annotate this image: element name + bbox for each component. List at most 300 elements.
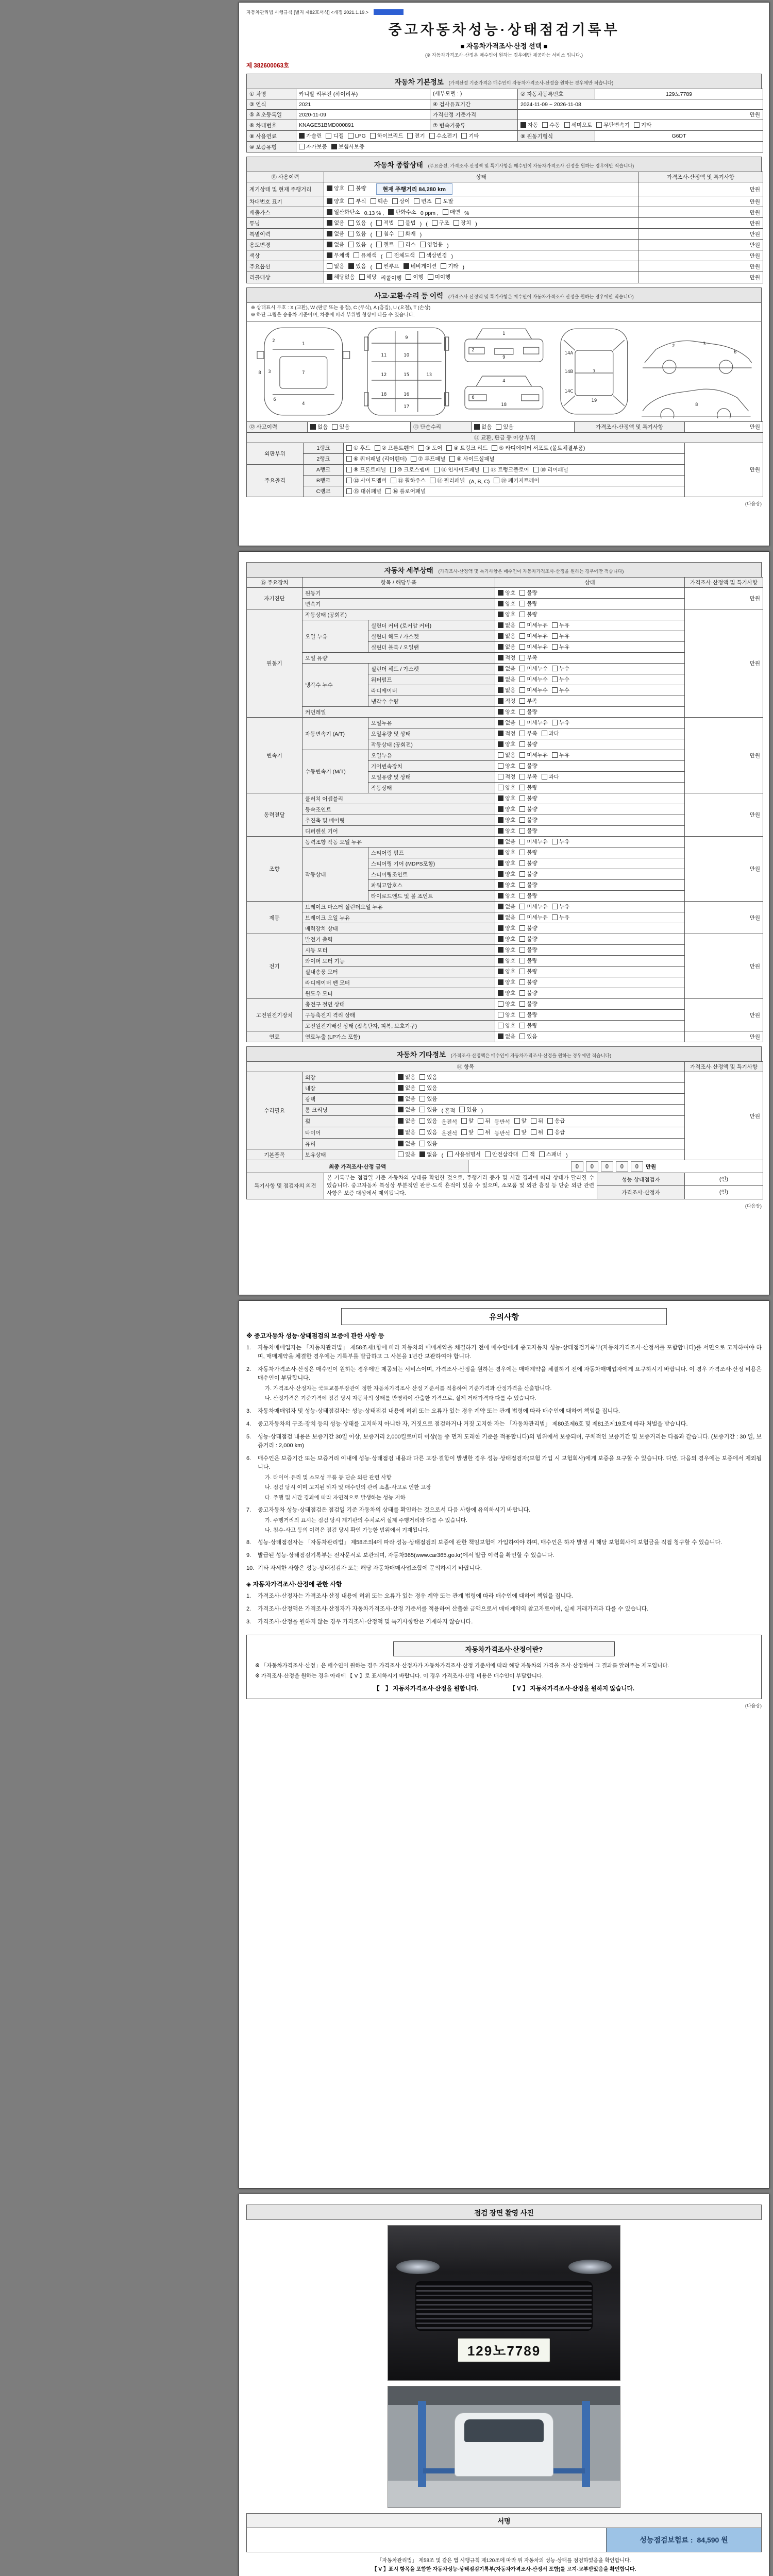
checkbox-불량[interactable] [519, 740, 537, 748]
checkbox-탄화수소[interactable] [388, 208, 416, 216]
checkbox-양호[interactable] [498, 708, 515, 716]
checkbox-불량[interactable] [519, 870, 537, 878]
checkbox-불량[interactable] [519, 935, 537, 943]
checkbox-무단변속기[interactable] [596, 121, 630, 129]
notice-item [246, 1551, 762, 1560]
checkbox-누유[interactable] [552, 903, 569, 910]
checkbox-label: ⑨ 프론트패널 [354, 466, 386, 473]
checks-cell [495, 1031, 685, 1042]
checkbox-box [498, 839, 503, 844]
checkbox-적정[interactable] [498, 730, 515, 737]
checkbox-구조[interactable] [432, 219, 449, 227]
checkbox-양호[interactable] [498, 989, 515, 997]
table-ranks [246, 432, 763, 497]
section-note: (가격산정 기준가격은 매수인이 자동차가격조사·산정을 원하는 경우에만 적습니다) [448, 80, 614, 86]
checkbox-양호[interactable] [498, 1022, 515, 1029]
checkbox-box [494, 478, 499, 483]
checkbox-누수[interactable] [552, 665, 569, 672]
checkbox-미세누유[interactable] [519, 632, 548, 640]
checkbox-부족[interactable] [519, 730, 537, 737]
checkbox-LPG[interactable] [348, 133, 366, 139]
checkbox-있음[interactable] [459, 1106, 477, 1113]
checkbox-없음[interactable] [327, 241, 344, 248]
checkbox-없음[interactable] [498, 838, 515, 845]
checkbox-있음[interactable] [419, 1128, 437, 1136]
checkbox-양호[interactable] [498, 784, 515, 791]
checkbox-양호[interactable] [498, 881, 515, 889]
checkbox-불량[interactable] [519, 794, 537, 802]
diagram-part-number: 14B [564, 368, 574, 374]
checkbox-해당[interactable] [359, 273, 377, 281]
checkbox-있음[interactable] [519, 1032, 537, 1040]
checkbox-box [310, 424, 316, 430]
checkbox-미세누유[interactable] [519, 751, 548, 759]
value-cell: 만원 [518, 110, 763, 120]
checkbox-⑪ 인사이드패널[interactable] [434, 466, 479, 473]
checkbox-box [419, 1074, 425, 1080]
checkbox-화재[interactable] [398, 230, 415, 238]
checkbox-label: 불량 [527, 806, 537, 812]
checkbox-없음[interactable] [498, 913, 515, 921]
checkbox-누유[interactable] [552, 621, 569, 629]
inline-text: ( [426, 221, 428, 228]
checkbox-없음[interactable] [498, 632, 515, 640]
checkbox-뒤[interactable] [478, 1117, 490, 1125]
checkbox-부족[interactable] [519, 654, 537, 662]
checkbox-전기[interactable] [407, 132, 425, 140]
checkbox-뒤[interactable] [531, 1117, 543, 1125]
checkbox-label: 불량 [527, 795, 537, 802]
checkbox-세미오토[interactable] [564, 121, 593, 129]
checkbox-box [370, 133, 376, 139]
checkbox-box [519, 947, 525, 953]
checkbox-없음[interactable] [327, 230, 344, 238]
checkbox-label: 불량 [527, 947, 537, 953]
checkbox-불량[interactable] [519, 600, 537, 607]
checkbox-응급[interactable] [547, 1128, 565, 1136]
checkbox-기타[interactable] [441, 262, 458, 270]
checkbox-label: 해당 [366, 274, 377, 281]
notice-text: 성능·상태점검자는 「자동차관리법」 제58조의4에 따라 성능·상태점검의 보증에 관한 책임보험에 가입하여야 하며, 매수인은 하자 발생 시 해당 보험회사에 보험금을 직접 청구할 수 있습니다. [258, 1539, 722, 1546]
checkbox-누수[interactable] [552, 675, 569, 683]
checkbox-있음[interactable] [348, 241, 366, 248]
label-cell: 실린더 헤드 / 가스켓 [368, 631, 495, 642]
checkbox-⑨ 프론트패널[interactable] [346, 466, 386, 473]
checkbox-있음[interactable] [419, 1084, 437, 1092]
checkbox-불량[interactable] [519, 611, 537, 618]
value-cell: 만원 [638, 272, 763, 283]
checkbox-양호[interactable] [498, 957, 515, 964]
checkbox-적정[interactable] [498, 697, 515, 705]
checkbox-없음[interactable] [398, 1106, 415, 1113]
checkbox-네비게이션[interactable] [404, 262, 437, 270]
checkbox-과다[interactable] [542, 730, 559, 737]
checkbox-미세누유[interactable] [519, 643, 548, 651]
checkbox-양호[interactable] [498, 794, 515, 802]
checkbox-불량[interactable] [519, 849, 537, 856]
checkbox-⑩ 크로스멤버[interactable] [390, 466, 430, 473]
checkbox-label: 응급 [554, 1118, 565, 1124]
checkbox-불량[interactable] [519, 708, 537, 716]
checkbox-가솔린[interactable] [299, 132, 322, 140]
checkbox-④ 트렁크 리드[interactable] [446, 444, 488, 452]
checkbox-보험사보증[interactable] [331, 143, 365, 150]
checkbox-label: 미세누유 [527, 914, 548, 921]
price-notes-heading: ◈ 자동차가격조사·산정에 관한 사항 [246, 1580, 342, 1588]
checkbox-누유[interactable] [552, 719, 569, 726]
checkbox-없음[interactable] [498, 719, 515, 726]
value-cell: 만원 [638, 229, 763, 240]
checkbox-label: ⑮ 대쉬패널 [354, 488, 381, 495]
checkbox-label: 양호 [505, 1012, 516, 1018]
checkbox-양호[interactable] [498, 924, 515, 932]
checkbox-있음[interactable] [348, 219, 366, 227]
checkbox-불량[interactable] [519, 1011, 537, 1019]
accident-history-table [246, 421, 762, 433]
label-cell: 커먼레일 [303, 707, 495, 718]
checkbox-양호[interactable] [498, 859, 515, 867]
checkbox-하이브리드[interactable] [370, 132, 404, 140]
checkbox-label: 미세누수 [527, 676, 548, 683]
checkbox-양호[interactable] [498, 946, 515, 954]
checkbox-앞[interactable] [514, 1117, 527, 1125]
checkbox-미세누수[interactable] [519, 675, 548, 683]
checkbox-label: 무채색 [334, 252, 350, 259]
checkbox-매연[interactable] [443, 208, 460, 216]
checkbox-label: ⑩ 크로스멤버 [397, 466, 430, 473]
checkbox-부족[interactable] [519, 697, 537, 705]
value-cell: 만원 [638, 240, 763, 250]
checkbox-자동[interactable] [520, 121, 538, 129]
checkbox-label: 불량 [527, 785, 537, 791]
checkbox-양호[interactable] [498, 740, 515, 748]
checkbox-뒤[interactable] [531, 1128, 543, 1136]
checkbox-앞[interactable] [461, 1117, 474, 1125]
checkbox-미세누유[interactable] [519, 913, 548, 921]
checkbox-응급[interactable] [547, 1117, 565, 1125]
checkbox-label: 누유 [559, 904, 570, 910]
checkbox-box [498, 731, 503, 736]
checkbox-없음[interactable] [419, 1150, 437, 1158]
checkbox-label: 없음 [334, 242, 345, 248]
checkbox-불량[interactable] [519, 881, 537, 889]
checkbox-불량[interactable] [519, 805, 537, 813]
checkbox-리스[interactable] [398, 241, 415, 248]
value-cell: 만원 [685, 1031, 763, 1042]
checkbox-box [519, 763, 525, 769]
checkbox-무채색[interactable] [327, 251, 349, 259]
checkbox-양호[interactable] [498, 935, 515, 943]
viewer-badge[interactable] [374, 9, 404, 15]
checkbox-box [519, 860, 525, 866]
checkbox-⑫ 사이드멤버[interactable] [346, 477, 386, 484]
checks-cell [495, 880, 685, 891]
checkbox-box [564, 122, 570, 128]
checkbox-침수[interactable] [376, 230, 394, 238]
checkbox-label: 썬루프 [383, 263, 399, 270]
checkbox-불량[interactable] [519, 1022, 537, 1029]
checkbox-불량[interactable] [519, 989, 537, 997]
label-cell: 작동상태 [303, 848, 368, 902]
checkbox-box [498, 633, 503, 639]
checkbox-불량[interactable] [519, 784, 537, 791]
checkbox-앞[interactable] [514, 1128, 527, 1136]
checkbox-누유[interactable] [552, 643, 569, 651]
checkbox-불량[interactable] [519, 892, 537, 900]
checkbox-없음[interactable] [498, 1032, 515, 1040]
checkbox-불량[interactable] [519, 827, 537, 835]
checkbox-이행[interactable] [406, 273, 423, 281]
signature-area[interactable] [247, 2528, 606, 2552]
checkbox-양호[interactable] [498, 600, 515, 607]
checkbox-없음[interactable] [327, 219, 344, 227]
checkbox-없음[interactable] [398, 1128, 415, 1136]
checkbox-label: 미세누유 [527, 633, 548, 639]
checkbox-미세누수[interactable] [519, 665, 548, 672]
checkbox-box [498, 687, 503, 693]
checkbox-불량[interactable] [519, 859, 537, 867]
checkbox-양호[interactable] [327, 184, 344, 192]
checkbox-box [348, 198, 354, 204]
checkbox-⑬ 휠하우스[interactable] [391, 477, 426, 484]
checkbox-없음[interactable] [398, 1073, 415, 1081]
checkbox-box [519, 850, 525, 855]
notes-heading: ※ 중고자동차 성능·상태점검의 보증에 관한 사항 등 [246, 1332, 384, 1340]
checkbox-box [552, 676, 558, 682]
checkbox-불량[interactable] [348, 184, 366, 192]
checkbox-양호[interactable] [327, 197, 344, 205]
checkbox-label: 불량 [527, 709, 537, 715]
checkbox-미세누유[interactable] [519, 903, 548, 910]
checkbox-불량[interactable] [519, 762, 537, 770]
checkbox-적정[interactable] [498, 773, 515, 781]
checkbox-미세누유[interactable] [519, 621, 548, 629]
checkbox-수동[interactable] [542, 121, 560, 129]
checkbox-label: 불량 [527, 979, 537, 986]
checkbox-label: 누유 [559, 839, 570, 845]
amount-digit-box: 0 [631, 1161, 643, 1172]
inline-text: ) [451, 253, 453, 260]
checkbox-없음[interactable] [398, 1140, 415, 1147]
value-cell: 129노7789 [595, 89, 763, 99]
checkbox-label: ⑥ 쿼터패널 (리어휀더) [354, 455, 407, 462]
checkbox-label: 불량 [527, 969, 537, 975]
checkbox-⑱ 리어패널[interactable] [533, 466, 568, 473]
checkbox-없음[interactable] [498, 665, 515, 672]
checkbox-⑥ 쿼터패널 (리어휀더)[interactable] [346, 455, 407, 463]
checkbox-적법[interactable] [376, 219, 394, 227]
checkbox-미이행[interactable] [428, 273, 450, 281]
checkbox-기타[interactable] [634, 121, 651, 129]
checkbox-일산화탄소[interactable] [327, 208, 360, 216]
checkbox-있음[interactable] [332, 423, 349, 431]
checkbox-훼손[interactable] [371, 197, 388, 205]
checkbox-기타[interactable] [461, 132, 479, 140]
checkbox-① 후드[interactable] [346, 444, 371, 452]
label-cell: 오일 누유 [303, 620, 368, 653]
checkbox-불량[interactable] [519, 968, 537, 975]
label-cell: 오일누유 [368, 750, 495, 761]
checkbox-불량[interactable] [519, 1000, 537, 1008]
checkbox-없음[interactable] [398, 1084, 415, 1092]
checkbox-썬루프[interactable] [376, 262, 399, 270]
checkbox-미세누유[interactable] [519, 719, 548, 726]
checkbox-장치[interactable] [453, 219, 471, 227]
checkbox-불량[interactable] [519, 957, 537, 964]
checkbox-양호[interactable] [498, 762, 515, 770]
checkbox-불량[interactable] [519, 978, 537, 986]
checkbox-label: 응급 [554, 1129, 565, 1136]
notice-text: 자동차매매업자 및 성능·상태점검자는 성능·상태점검 내용에 허위 또는 오류가 있는 경우 계약 또는 관계 법령에 따라 매수인에 대하여 책임을 집니다. [258, 1408, 620, 1414]
checkbox-⑦ 루프패널[interactable] [411, 455, 445, 463]
checkbox-box [552, 644, 558, 650]
checks-cell [495, 1010, 685, 1021]
checkbox-⑲ 패키지트레이[interactable] [494, 477, 539, 484]
document-header [246, 19, 762, 70]
checkbox-양호[interactable] [498, 968, 515, 975]
checkbox-유채색[interactable] [354, 251, 376, 259]
checkbox-양호[interactable] [498, 589, 515, 597]
checkbox-③ 도어[interactable] [418, 444, 443, 452]
checkbox-양호[interactable] [498, 816, 515, 824]
diagram-part-number: 2 [272, 337, 275, 343]
amount-digit-box: 0 [601, 1161, 613, 1172]
checkbox-label: 불량 [527, 1023, 537, 1029]
checkbox-없음[interactable] [498, 903, 515, 910]
checkbox-⑰ 트렁크플로어[interactable] [483, 466, 529, 473]
checkbox-잭[interactable] [523, 1150, 535, 1158]
checkbox-변조[interactable] [414, 197, 431, 205]
checkbox-양호[interactable] [498, 827, 515, 835]
checkbox-box [371, 198, 376, 204]
checkbox-적정[interactable] [498, 654, 515, 662]
checkbox-box [519, 882, 525, 888]
checkbox-렌트[interactable] [376, 241, 394, 248]
checkbox-누수[interactable] [552, 686, 569, 694]
checkbox-누유[interactable] [552, 838, 569, 845]
car-diagram-front-rear-view [458, 325, 550, 418]
checkbox-양호[interactable] [498, 978, 515, 986]
checkbox-사용설명서[interactable] [447, 1150, 481, 1158]
checkbox-스패너[interactable] [539, 1150, 562, 1158]
price-survey-option-yes[interactable]: 【 】 자동차가격조사·산정을 원합니다. [374, 1686, 479, 1692]
checkbox-미세누유[interactable] [519, 838, 548, 845]
checkbox-수소전기[interactable] [429, 132, 458, 140]
checkbox-⑭ 필러패널[interactable] [430, 477, 465, 484]
checkbox-없음[interactable] [498, 621, 515, 629]
checkbox-label: 없음 [505, 644, 516, 650]
checkbox-해당없음[interactable] [327, 273, 355, 281]
checkbox-없음[interactable] [498, 686, 515, 694]
checks-cell [495, 858, 685, 869]
checkbox-label: 무단변속기 [603, 122, 630, 129]
checkbox-부식[interactable] [348, 197, 366, 205]
checkbox-양호[interactable] [498, 1011, 515, 1019]
label-cell: 추진축 및 베어링 [303, 815, 495, 826]
checkbox-앞[interactable] [461, 1128, 474, 1136]
checkbox-없음[interactable] [327, 262, 344, 270]
checkbox-불량[interactable] [519, 946, 537, 954]
checkbox-없음[interactable] [310, 423, 328, 431]
checkbox-있음[interactable] [419, 1095, 437, 1103]
checkbox-없음[interactable] [498, 675, 515, 683]
checkbox-없음[interactable] [498, 751, 515, 759]
checkbox-있음[interactable] [419, 1140, 437, 1147]
checkbox-label: 불량 [527, 958, 537, 964]
label-cell: ③ 연식 [247, 99, 296, 110]
checkbox-⑧ 사이드실패널[interactable] [449, 455, 494, 463]
checkbox-label: 양호 [505, 969, 516, 975]
checkbox-있음[interactable] [348, 230, 366, 238]
checkbox-없음[interactable] [398, 1117, 415, 1125]
checkbox-있음[interactable] [496, 423, 513, 431]
checkbox-box [398, 231, 404, 236]
checkbox-⑤ 라디에이터 서포트 (볼트체결부품)[interactable] [492, 444, 585, 452]
checkbox-색상변경[interactable] [419, 251, 447, 259]
checkbox-있음[interactable] [419, 1073, 437, 1081]
price-survey-option-no[interactable]: 【 V 】 자동차가격조사·산정을 원하지 않습니다. [509, 1686, 634, 1692]
checkbox-디젤[interactable] [326, 132, 343, 140]
checkbox-⑯ 플로어패널[interactable] [385, 487, 426, 495]
checkbox-있음[interactable] [419, 1106, 437, 1113]
checkbox-불량[interactable] [519, 589, 537, 597]
diagram-part-number: 17 [404, 403, 409, 409]
inline-text: ( [441, 1153, 444, 1159]
checkbox-있음[interactable] [419, 1117, 437, 1125]
checkbox-전체도색[interactable] [386, 251, 415, 259]
checkbox-뒤[interactable] [478, 1128, 490, 1136]
checkbox-누유[interactable] [552, 751, 569, 759]
checkbox-불량[interactable] [519, 816, 537, 824]
checkbox-부족[interactable] [519, 773, 537, 781]
checkbox-양호[interactable] [498, 870, 515, 878]
checkbox-상이[interactable] [392, 197, 410, 205]
checkbox-양호[interactable] [498, 1000, 515, 1008]
checkbox-안전삼각대[interactable] [485, 1150, 518, 1158]
checkbox-있음[interactable] [398, 1150, 415, 1158]
checkbox-영업용[interactable] [420, 241, 443, 248]
checkbox-label: 양호 [505, 990, 516, 996]
notice-item [246, 1454, 762, 1502]
checkbox-불법[interactable] [398, 219, 415, 227]
checkbox-없음[interactable] [498, 643, 515, 651]
checkbox-있음[interactable] [348, 262, 366, 270]
inline-text: ) [419, 232, 422, 239]
checkbox-미세누수[interactable] [519, 686, 548, 694]
checkbox-불량[interactable] [519, 924, 537, 932]
checkbox-양호[interactable] [498, 892, 515, 900]
checkbox-양호[interactable] [498, 805, 515, 813]
value-cell: 만원 [685, 588, 763, 609]
checkbox-⑮ 대쉬패널[interactable] [346, 487, 381, 495]
checkbox-② 프론트휀더[interactable] [375, 444, 414, 452]
checkbox-도말[interactable] [435, 197, 453, 205]
checkbox-box [519, 601, 525, 606]
car-windshield [464, 2419, 544, 2442]
checkbox-없음[interactable] [474, 423, 492, 431]
checkbox-자가보증[interactable] [299, 143, 327, 150]
label-cell: 작동상태 [368, 783, 495, 793]
checkbox-누유[interactable] [552, 913, 569, 921]
checkbox-누유[interactable] [552, 632, 569, 640]
overall-condition-table [246, 172, 762, 283]
checkbox-없음[interactable] [398, 1095, 415, 1103]
checks-cell [495, 696, 685, 707]
checkbox-과다[interactable] [542, 773, 559, 781]
checkbox-양호[interactable] [498, 849, 515, 856]
checkbox-양호[interactable] [498, 611, 515, 618]
label-cell: 최종 가격조사·산정 금액 [247, 1160, 468, 1173]
